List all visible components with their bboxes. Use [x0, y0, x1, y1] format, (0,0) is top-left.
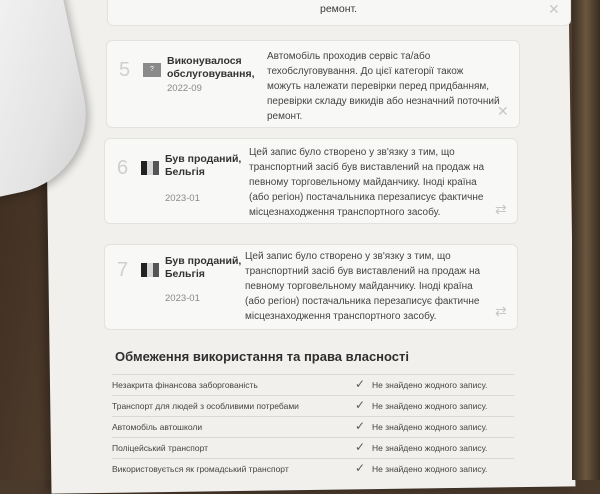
restriction-value: Не знайдено жодного запису. — [372, 464, 488, 474]
record-date: 2023-01 — [165, 193, 200, 204]
wrench-icon: ✕ — [548, 1, 560, 17]
belgium-flag-icon — [141, 161, 159, 175]
record-card-5 — [106, 40, 520, 128]
restriction-row — [112, 374, 514, 396]
record-number: 5 — [119, 59, 131, 81]
gray-flag-icon: ? — [143, 63, 161, 77]
restriction-label: Автомобіль автошколи — [112, 422, 203, 432]
record-number: 6 — [117, 157, 129, 179]
restriction-value: Не знайдено жодного запису. — [372, 401, 488, 411]
checkmark-icon: ✓ — [355, 440, 366, 454]
restriction-value: Не знайдено жодного запису. — [372, 443, 488, 453]
wrench-icon: ✕ — [497, 103, 509, 119]
checkmark-icon: ✓ — [355, 398, 366, 412]
restriction-label: Незакрита фінансова заборгованість — [112, 380, 258, 390]
section-title: Обмеження використання та права власності — [115, 349, 410, 364]
checkmark-icon: ✓ — [355, 419, 366, 433]
checkmark-icon: ✓ — [355, 461, 366, 475]
belgium-flag-icon — [141, 263, 159, 277]
restriction-row — [112, 458, 514, 480]
record-card-partial — [107, 0, 571, 26]
record-card-7 — [104, 244, 518, 330]
arrows-icon: ⇄ — [495, 303, 507, 319]
record-number: 7 — [117, 259, 129, 281]
record-description: Автомобіль проходив сервіс та/або техобслуговування. До цієї категорії також можуть належати перевірки перед придбанням, перевірки складу викидів або незначний поточний ремонт. — [267, 51, 500, 122]
record-date: 2022-09 — [167, 83, 202, 94]
record-title: Був проданий, Бельгія — [165, 153, 242, 178]
record-description: Цей запис було створено у зв'язку з тим, що транспортний засіб був виставлений на продаж на певному торговельному майданчику. Іноді країна (або регіон) постачальника перезаписує фактичне місцезнаходження транспортного засобу. — [245, 251, 481, 322]
restriction-label: Поліцейський транспорт — [112, 443, 209, 453]
restriction-label: Транспорт для людей з особливими потребами — [112, 401, 299, 411]
restriction-row — [112, 416, 514, 438]
restriction-row — [112, 437, 514, 459]
binder-edge — [572, 0, 600, 480]
restriction-value: Не знайдено жодного запису. — [372, 422, 488, 432]
checkmark-icon: ✓ — [355, 377, 366, 391]
record-description: Цей запис було створено у зв'язку з тим, що транспортний засіб був виставлений на продаж на певному торговельному майданчику. Іноді країна (або регіон) постачальника перезаписує фактичне місцезнаходження транспортного засобу. — [249, 147, 485, 218]
restriction-row — [112, 395, 514, 417]
record-card-6 — [104, 138, 518, 224]
restriction-label: Використовується як громадський транспорт — [112, 464, 289, 474]
record-title: Виконувалося обслуговування, — [167, 55, 255, 80]
restriction-value: Не знайдено жодного запису. — [372, 380, 488, 390]
record-date: 2023-01 — [165, 293, 200, 304]
record-desc-tail: ремонт. — [320, 3, 358, 15]
arrows-icon: ⇄ — [495, 201, 507, 217]
record-title: Був проданий, Бельгія — [165, 255, 242, 280]
